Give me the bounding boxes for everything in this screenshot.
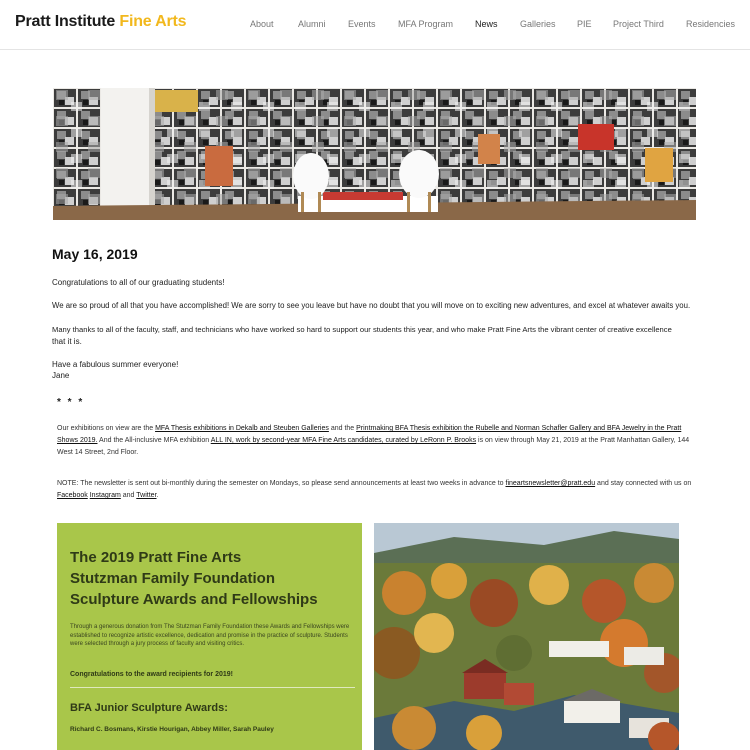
nav-news[interactable]: News [475,19,498,29]
note-text-1: NOTE: The newsletter is sent out bi-monthly during the semester on Mondays, so please send announcements at least two weeks in advance to [57,480,506,487]
nav-alumni[interactable]: Alumni [298,19,326,29]
gallery-illustration [53,88,696,220]
logo-accent: Fine Arts [119,13,187,30]
post-paragraph-1: Congratulations to all of our graduating students! [52,278,225,287]
poster-congrats: Congratulations to the award recipients for 2019! [70,671,233,678]
poster-title-line-1: The 2019 Pratt Fine Arts [70,549,242,566]
post-paragraph-2: We are so proud of all that you have accomplished! We are sorry to see you leave but have no doubt that you will move on to exciting new adventures, and excel at whatever awaits you. [52,301,691,310]
section-divider-stars: * * * [57,397,85,408]
sculpture-awards-poster [57,523,362,750]
note-text-3: and [120,492,137,499]
autumn-village-photo [374,523,679,750]
link-mfa-thesis[interactable]: MFA Thesis exhibitions in Dekalb and Steuben Galleries [155,425,329,432]
poster-title [70,547,318,610]
poster-title-line-3: Sculpture Awards and Fellowships [70,591,318,608]
link-instagram[interactable]: Instagram [89,492,121,499]
post-paragraph-4: Have a fabulous summer everyone! [52,360,179,369]
poster-subtitle: BFA Junior Sculpture Awards: [70,702,228,714]
link-printmaking-bfa[interactable]: Printmaking BFA Thesis exhibition the Rubelle and Norman Schafler Gallery and BFA Jewelry in the Pratt Shows 2019. [57,425,682,444]
ex-text-1: Our exhibitions on view are the [57,425,156,432]
poster-recipient-names: Richard C. Bosmans, Kirstie Hourigan, Abbey Miller, Sarah Pauley [70,726,274,733]
ex-text-4: is on view through May 21, 2019 at the Pratt Manhattan Gallery, 144 West 14 Street, 2nd Floor. [57,437,690,456]
nav-events[interactable]: Events [348,19,376,29]
nav-project-third[interactable]: Project Third [613,19,664,29]
link-twitter[interactable]: Twitter [136,492,157,499]
village-illustration [374,523,679,750]
main-nav [0,19,750,33]
newsletter-note [57,478,692,502]
hero-gallery-image [53,88,696,220]
note-text-2: and stay connected with us on [595,480,692,487]
link-all-in[interactable]: ALL IN, work by second-year MFA Fine Arts candidates, curated by LeRonn P. Brooks [210,437,477,444]
nav-about[interactable]: About [250,19,274,29]
poster-divider [70,687,355,688]
post-paragraph-3: Many thanks to all of the faculty, staff, and technicians who have worked so hard to support our students this year, and who make Pratt Fine Arts the vibrant center of creative excellence [52,325,672,334]
ex-text-2: and the [328,425,357,432]
ex-text-3: And the All-inclusive MFA exhibition [97,437,211,444]
nav-pie[interactable]: PIE [577,19,592,29]
link-facebook[interactable]: Facebook [57,492,88,499]
nav-mfa-program[interactable]: MFA Program [398,19,454,29]
link-newsletter-email[interactable]: fineartsnewsletter@pratt.edu [505,480,596,487]
exhibitions-paragraph [57,423,692,459]
logo-main: Pratt Institute [15,13,116,30]
site-header [0,0,750,50]
poster-description: Through a generous donation from The Stutzman Family Foundation these Awards and Fellowships were established to recognize artistic excellence, dedication and promise in the practice of sculpture. Students were selected through a jury process of faculty and visiting critics. [70,624,350,647]
post-date: May 16, 2019 [52,246,138,262]
nav-residencies[interactable]: Residencies [686,19,736,29]
post-paragraph-3-end: that it is. [52,337,82,346]
nav-galleries[interactable]: Galleries [520,19,556,29]
post-signature: Jane [52,371,70,380]
poster-title-line-2: Stutzman Family Foundation [70,570,275,587]
note-text-4: . [156,492,159,499]
